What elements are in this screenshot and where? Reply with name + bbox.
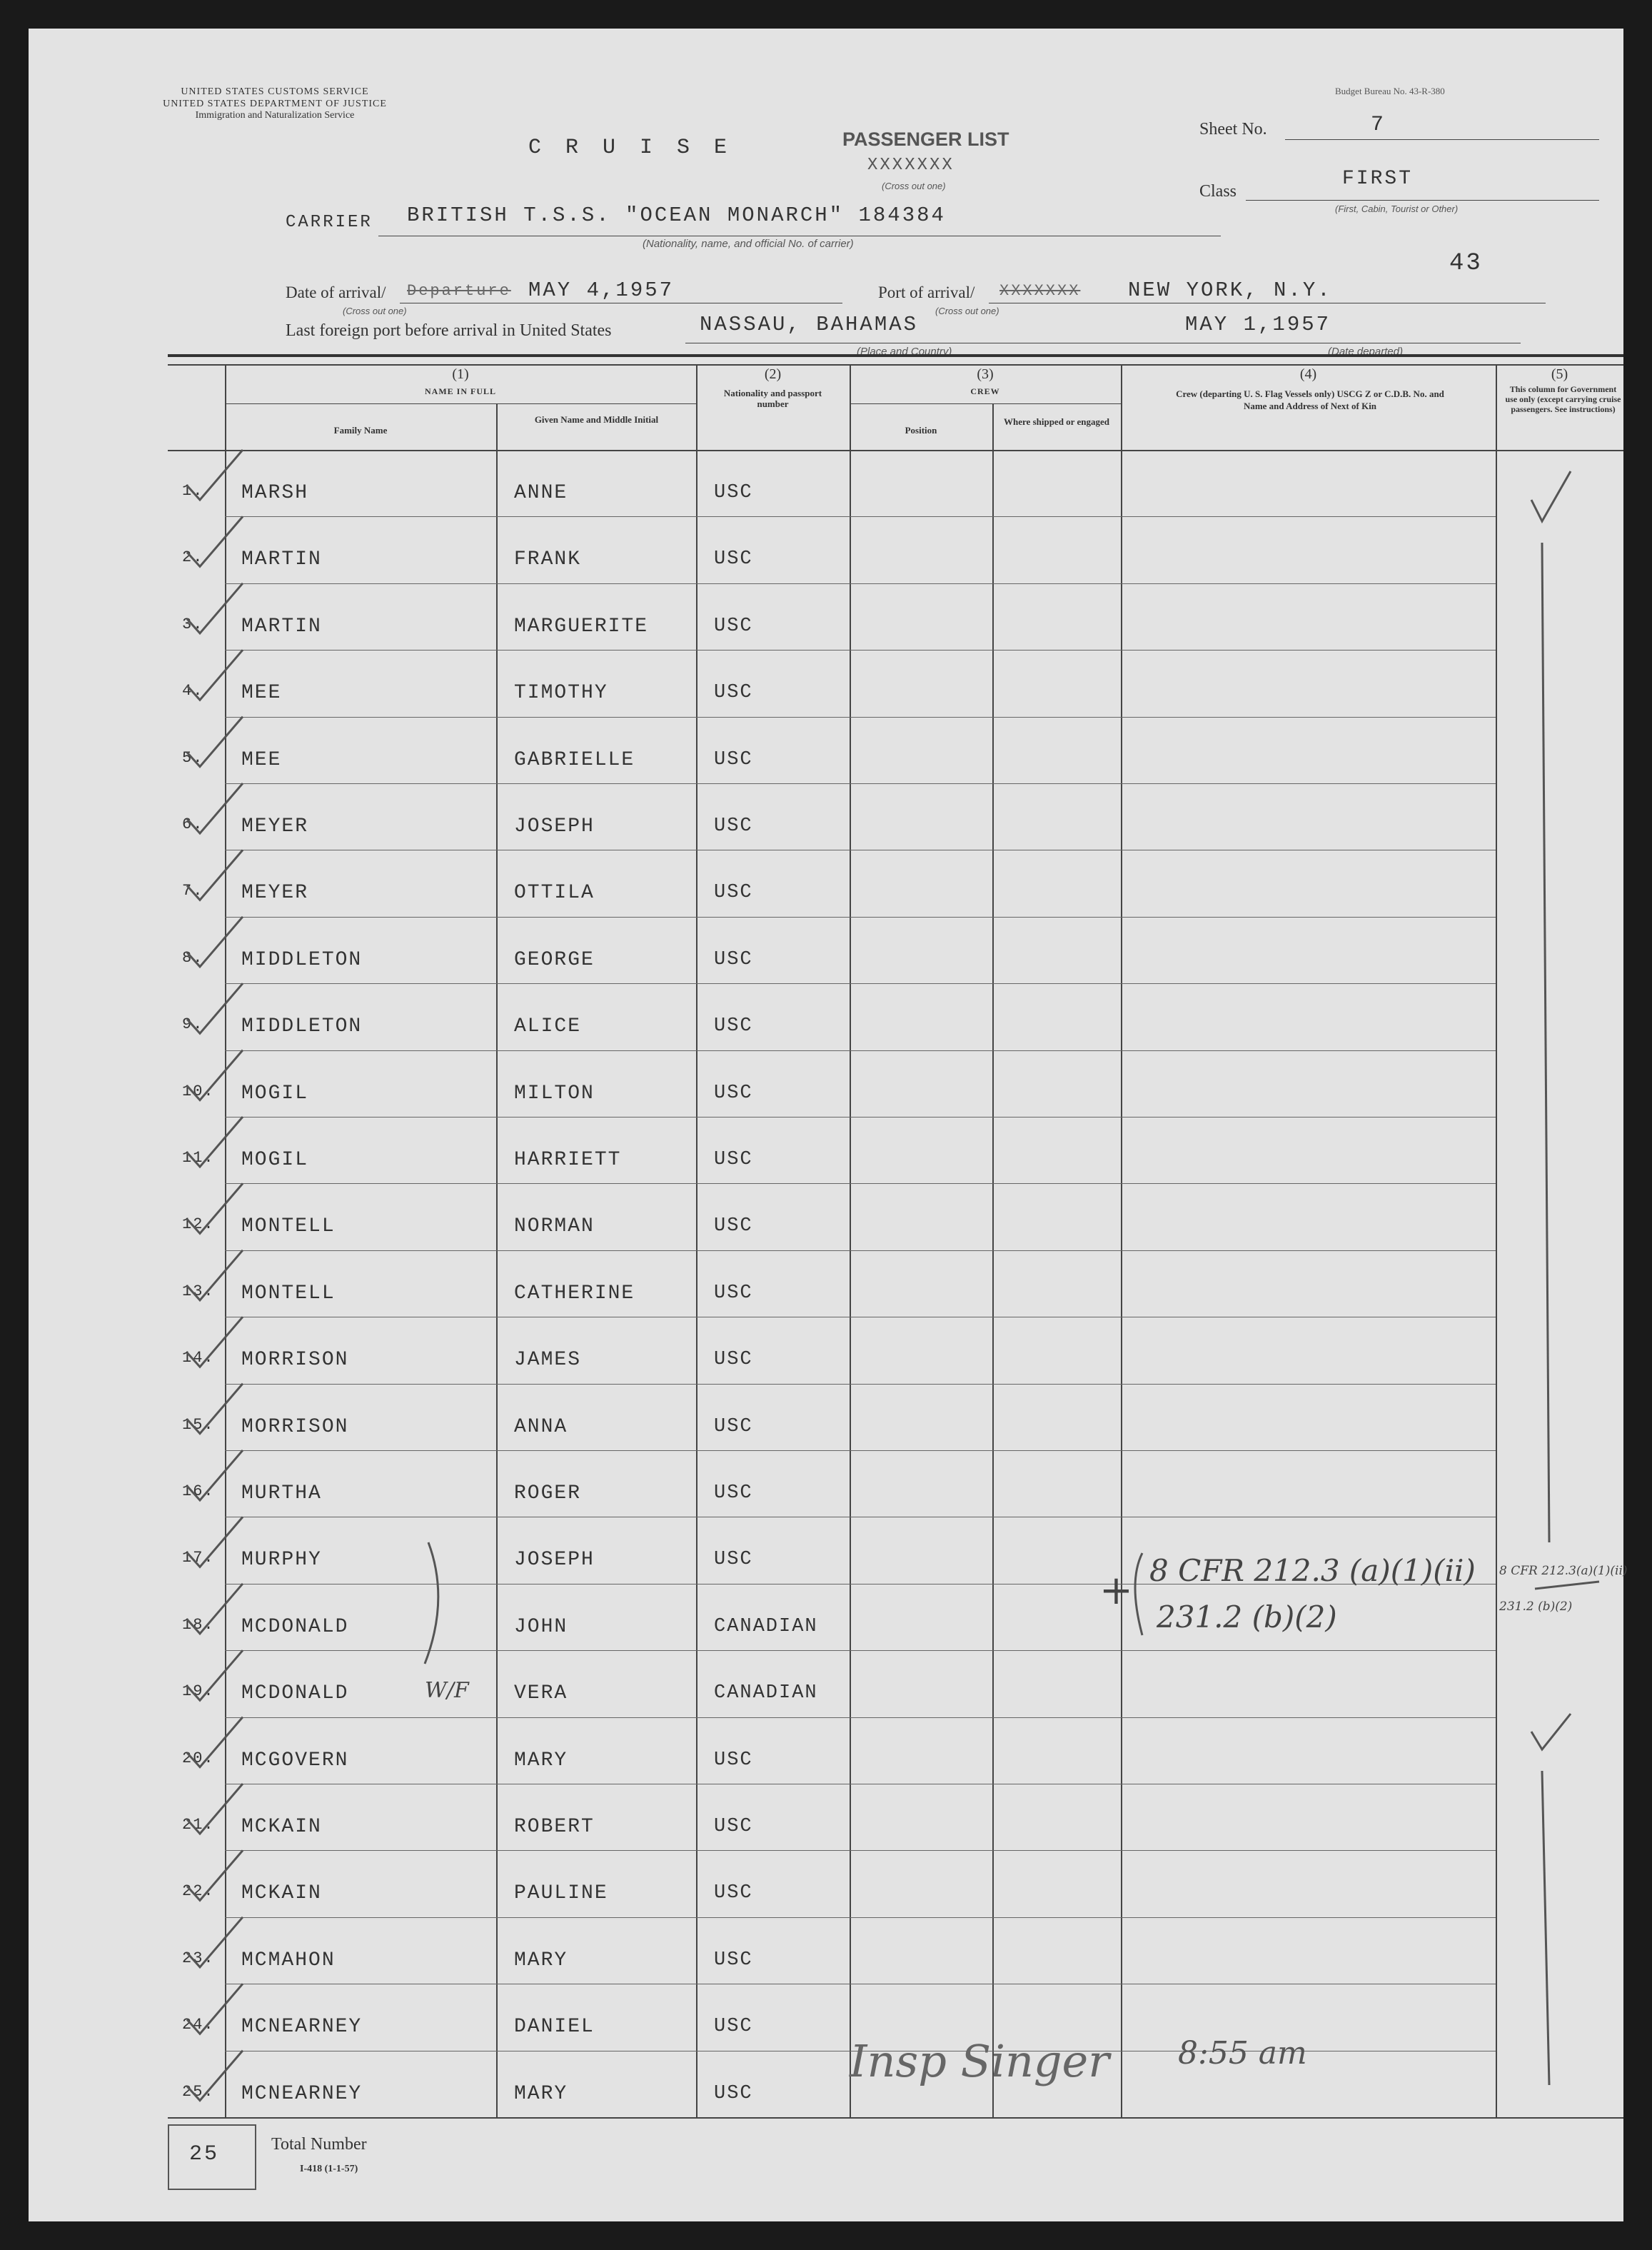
family-name: MORRISON	[241, 1415, 349, 1438]
col3-title: CREW	[970, 386, 1000, 396]
port-label: Port of arrival/	[878, 283, 975, 301]
row-number: 2.	[182, 548, 204, 567]
nationality: USC	[714, 815, 753, 837]
col2-title: Nationality and passport number	[723, 388, 822, 409]
last-port-label: Last foreign port before arrival in United States	[286, 321, 612, 340]
tick-mark	[187, 1250, 243, 1300]
annotation-crew-line-2: 231.2 (b)(2)	[1157, 1599, 1337, 1634]
family-name: MARTIN	[241, 548, 322, 571]
nationality: USC	[714, 1816, 753, 1837]
col-family-name: Family Name	[333, 425, 388, 436]
checkmarks-layer	[29, 29, 1623, 2221]
sheet-label: Sheet No.	[1199, 120, 1267, 139]
nationality: CANADIAN	[714, 1682, 818, 1704]
row-number: 7.	[182, 882, 204, 900]
row-number: 17.	[182, 1549, 215, 1567]
agency-line-1: UNITED STATES CUSTOMS SERVICE	[181, 86, 369, 97]
port-value: NEW YORK, N.Y.	[1128, 278, 1332, 302]
nationality: USC	[714, 1215, 753, 1237]
given-name: ALICE	[514, 1015, 582, 1038]
row-number: 21.	[182, 1816, 215, 1834]
nationality: USC	[714, 1949, 753, 1971]
carrier-hint: (Nationality, name, and official No. of carrier)	[643, 238, 854, 250]
row-number: 3.	[182, 615, 204, 633]
col-given-name: Given Name and Middle Initial	[534, 414, 659, 425]
carrier-label: CARRIER	[286, 213, 373, 232]
given-name: GABRIELLE	[514, 748, 635, 771]
nationality: USC	[714, 1015, 753, 1038]
list-title-crossed: XXXXXXX	[867, 156, 955, 175]
family-name: MARSH	[241, 482, 309, 504]
family-name: MCMAHON	[241, 1949, 336, 1972]
hand-stroke	[1531, 471, 1571, 521]
given-name: MILTON	[514, 1082, 595, 1105]
family-name: MORRISON	[241, 1349, 349, 1372]
given-name: ANNA	[514, 1415, 568, 1438]
tick-mark	[187, 983, 243, 1033]
hand-stroke	[425, 1542, 438, 1664]
annotation-wf: W/F	[425, 1678, 469, 1703]
hand-stroke	[1135, 1553, 1142, 1635]
cruise-label: C R U I S E	[528, 136, 733, 160]
arrival-label: Date of arrival/	[286, 283, 386, 301]
given-name: ROGER	[514, 1482, 582, 1505]
tick-mark	[187, 1317, 243, 1367]
row-number: 24.	[182, 2016, 215, 2034]
col1-title: NAME IN FULL	[424, 386, 496, 396]
given-name: VERA	[514, 1682, 568, 1705]
given-name: MARY	[514, 2082, 568, 2105]
nationality: USC	[714, 748, 753, 770]
col1-number: (1)	[452, 366, 469, 382]
port-crossed: XXXXXXX	[999, 282, 1081, 300]
given-name: JOHN	[514, 1615, 568, 1638]
total-label: Total Number	[271, 2135, 367, 2154]
nationality: USC	[714, 1482, 753, 1504]
hand-stroke	[1531, 1714, 1571, 1749]
given-name: ANNE	[514, 482, 568, 504]
annotation-col5-line-1: 8 CFR 212.3(a)(1)(ii)	[1499, 1564, 1628, 1578]
tick-mark	[187, 1384, 243, 1434]
nationality: USC	[714, 1415, 753, 1437]
family-name: MCKAIN	[241, 1816, 322, 1838]
list-cross-out-hint: (Cross out one)	[882, 181, 946, 191]
tick-mark	[187, 1850, 243, 1900]
family-name: MURPHY	[241, 1549, 322, 1572]
row-number: 13.	[182, 1282, 215, 1300]
given-name: PAULINE	[514, 1882, 608, 1905]
nationality: USC	[714, 882, 753, 904]
tick-mark	[187, 1650, 243, 1700]
row-number: 14.	[182, 1349, 215, 1367]
tick-mark	[187, 1183, 243, 1233]
page-number: 43	[1449, 250, 1483, 277]
nationality: USC	[714, 1749, 753, 1771]
class-label: Class	[1199, 182, 1237, 201]
family-name: MCNEARNEY	[241, 2016, 363, 2039]
nationality: USC	[714, 2016, 753, 2038]
tick-mark	[187, 1717, 243, 1767]
nationality: USC	[714, 682, 753, 704]
tick-mark	[187, 717, 243, 767]
row-number: 10.	[182, 1082, 215, 1100]
annotation-col5-line-2: 231.2 (b)(2)	[1499, 1599, 1573, 1614]
list-title: PASSENGER LIST	[842, 129, 1009, 150]
budget-bureau-number: Budget Bureau No. 43-R-380	[1335, 86, 1445, 96]
family-name: MCKAIN	[241, 1882, 322, 1905]
family-name: MCDONALD	[241, 1615, 349, 1638]
carrier-value: BRITISH T.S.S. "OCEAN MONARCH" 184384	[407, 204, 946, 227]
manifest-page	[29, 29, 1628, 2221]
tick-mark	[187, 516, 243, 566]
agency-line-2: UNITED STATES DEPARTMENT OF JUSTICE	[163, 99, 387, 109]
tick-mark	[187, 1517, 243, 1567]
inspector-signature: Insp Singer	[850, 2035, 1109, 2087]
nationality: USC	[714, 615, 753, 637]
nationality: USC	[714, 2082, 753, 2104]
row-number: 9.	[182, 1015, 204, 1034]
time-note: 8:55 am	[1178, 2035, 1307, 2071]
nationality: USC	[714, 1549, 753, 1571]
tick-mark	[187, 1584, 243, 1634]
tick-mark	[187, 2051, 243, 2101]
row-number: 1.	[182, 482, 204, 500]
agency-line-3: Immigration and Naturalization Service	[195, 110, 355, 121]
family-name: MURTHA	[241, 1482, 322, 1505]
date-departed: MAY 1,1957	[1185, 313, 1331, 336]
family-name: MARTIN	[241, 615, 322, 638]
arrival-cross-hint: (Cross out one)	[343, 306, 407, 316]
tick-mark	[187, 783, 243, 833]
row-number: 11.	[182, 1149, 215, 1167]
given-name: ROBERT	[514, 1816, 595, 1838]
col4-title: Crew (departing U. S. Flag Vessels only) USCG Z or C.D.B. No. and Name and Address of Next of Kin	[1176, 388, 1444, 411]
tick-mark	[187, 1784, 243, 1834]
tick-mark	[187, 917, 243, 967]
nationality: USC	[714, 1282, 753, 1304]
family-name: MONTELL	[241, 1282, 336, 1305]
tick-mark	[187, 1450, 243, 1500]
given-name: HARRIETT	[514, 1149, 622, 1171]
family-name: MCGOVERN	[241, 1749, 349, 1772]
given-name: OTTILA	[514, 882, 595, 905]
given-name: MARY	[514, 1949, 568, 1972]
last-port-hint: (Place and Country)	[857, 346, 952, 358]
family-name: MEE	[241, 748, 282, 771]
given-name: MARGUERITE	[514, 615, 649, 638]
row-number: 25.	[182, 2082, 215, 2101]
family-name: MOGIL	[241, 1082, 309, 1105]
col4-number: (4)	[1299, 366, 1317, 382]
family-name: MIDDLETON	[241, 948, 363, 971]
given-name: CATHERINE	[514, 1282, 635, 1305]
given-name: GEORGE	[514, 948, 595, 971]
family-name: MEE	[241, 682, 282, 705]
row-number: 15.	[182, 1415, 215, 1434]
family-name: MOGIL	[241, 1149, 309, 1171]
col5-number: (5)	[1551, 366, 1568, 382]
given-name: DANIEL	[514, 2016, 595, 2039]
port-cross-hint: (Cross out one)	[935, 306, 999, 316]
row-number: 4.	[182, 682, 204, 700]
row-number: 5.	[182, 748, 204, 767]
form-number: I-418 (1-1-57)	[300, 2164, 358, 2174]
given-name: JOSEPH	[514, 815, 595, 838]
nationality: USC	[714, 1349, 753, 1371]
total-count: 25	[189, 2142, 220, 2166]
nationality: USC	[714, 548, 753, 571]
date-departed-hint: (Date departed)	[1328, 346, 1404, 358]
given-name: MARY	[514, 1749, 568, 1772]
family-name: MCNEARNEY	[241, 2082, 363, 2105]
hand-stroke	[1542, 543, 1549, 1542]
nationality: USC	[714, 1082, 753, 1104]
class-value: FIRST	[1342, 168, 1414, 190]
annotation-crew-line-1: 8 CFR 212.3 (a)(1)(ii)	[1149, 1553, 1476, 1588]
col-where-shipped: Where shipped or engaged	[1004, 416, 1109, 427]
family-name: MONTELL	[241, 1215, 336, 1238]
nationality: CANADIAN	[714, 1615, 818, 1637]
family-name: MCDONALD	[241, 1682, 349, 1705]
hand-stroke	[1535, 1582, 1599, 1589]
tick-mark	[187, 1984, 243, 2034]
tick-mark	[187, 850, 243, 900]
row-number: 16.	[182, 1482, 215, 1500]
nationality: USC	[714, 482, 753, 503]
arrival-date: MAY 4,1957	[528, 278, 675, 302]
given-name: NORMAN	[514, 1215, 595, 1238]
arrival-crossed: Departure	[407, 282, 511, 300]
row-number: 8.	[182, 948, 204, 967]
nationality: USC	[714, 948, 753, 970]
row-number: 22.	[182, 1882, 215, 1901]
last-port-value: NASSAU, BAHAMAS	[700, 313, 919, 336]
row-number: 6.	[182, 815, 204, 833]
given-name: FRANK	[514, 548, 582, 571]
col-position: Position	[905, 425, 937, 436]
tick-mark	[187, 583, 243, 633]
family-name: MIDDLETON	[241, 1015, 363, 1038]
row-number: 18.	[182, 1615, 215, 1634]
row-number: 19.	[182, 1682, 215, 1701]
row-number: 23.	[182, 1949, 215, 1967]
family-name: MEYER	[241, 815, 309, 838]
row-number: 20.	[182, 1749, 215, 1767]
tick-mark	[187, 450, 243, 500]
tick-mark	[187, 1917, 243, 1967]
given-name: JAMES	[514, 1349, 582, 1372]
class-hint: (First, Cabin, Tourist or Other)	[1335, 204, 1459, 214]
row-number: 12.	[182, 1215, 215, 1234]
hand-stroke	[1542, 1771, 1549, 2085]
tick-mark	[187, 650, 243, 700]
sheet-number: 7	[1371, 113, 1386, 137]
col2-number: (2)	[764, 366, 782, 382]
col3-number: (3)	[977, 366, 994, 382]
given-name: JOSEPH	[514, 1549, 595, 1572]
family-name: MEYER	[241, 882, 309, 905]
nationality: USC	[714, 1149, 753, 1170]
col5-title: This column for Government use only (except carrying cruise passengers. See instructions)	[1505, 384, 1621, 414]
nationality: USC	[714, 1882, 753, 1904]
tick-mark	[187, 1117, 243, 1167]
tick-mark	[187, 1050, 243, 1100]
given-name: TIMOTHY	[514, 682, 608, 705]
annotation-brace-plus: +	[1099, 1567, 1133, 1614]
